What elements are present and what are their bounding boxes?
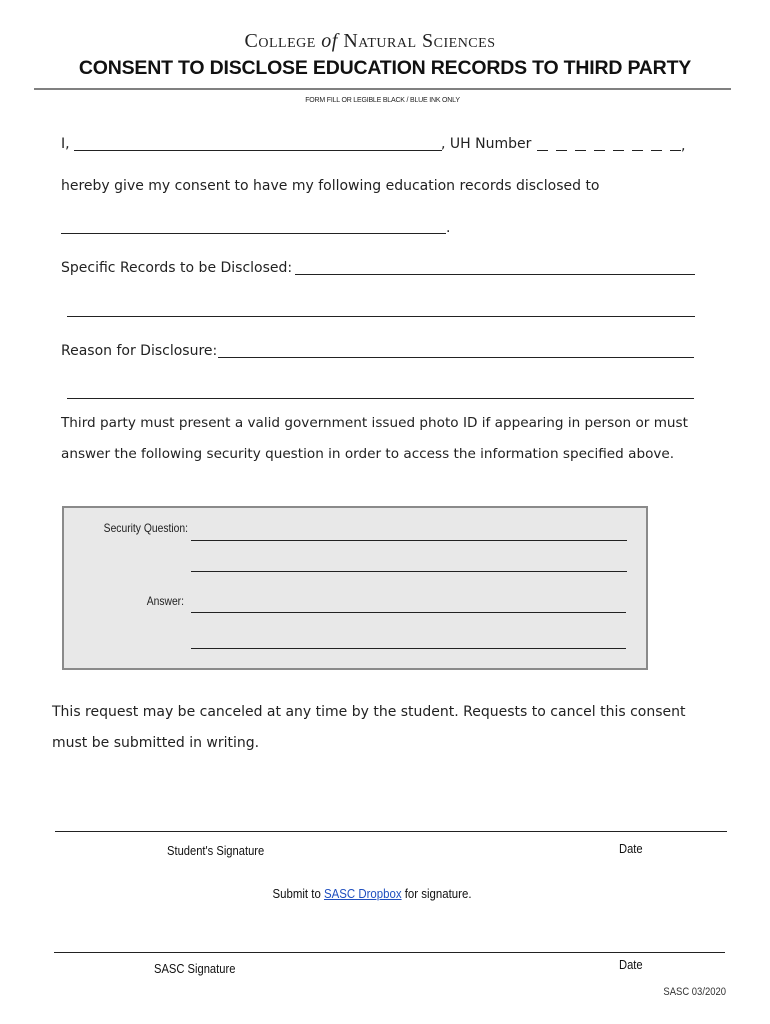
sasc-signature-label: SASC Signature (154, 961, 236, 976)
consent-statement: hereby give my consent to have my following education records disclosed to (61, 178, 600, 194)
college-name: College of Natural Sciences (244, 30, 496, 52)
student-name-field[interactable] (74, 150, 442, 151)
i-label: I, (61, 136, 70, 152)
uh-number-label: , UH Number (441, 136, 532, 152)
specific-records-label: Specific Records to be Disclosed: (61, 260, 293, 276)
security-question-field-2[interactable] (191, 571, 627, 572)
submit-instruction: Submit to SASC Dropbox for signature. (272, 886, 472, 901)
student-signature-field[interactable] (55, 831, 727, 832)
header-divider (34, 88, 731, 90)
specific-records-field-1[interactable] (295, 274, 695, 275)
form-code: SASC 03/2020 (663, 986, 726, 998)
answer-field-1[interactable] (191, 612, 626, 613)
uh-number-trailing-comma: , (681, 138, 686, 154)
cancel-notice-line-1: This request may be canceled at any time by the student. Requests to cancel this consent (52, 704, 686, 720)
form-title: CONSENT TO DISCLOSE EDUCATION RECORDS TO THIRD PARTY (78, 57, 692, 79)
id-requirement-line-2: answer the following security question in order to access the information specified above. (61, 446, 675, 462)
student-date-label: Date (619, 841, 643, 856)
answer-field-2[interactable] (191, 648, 626, 649)
sasc-signature-field[interactable] (54, 952, 725, 953)
reason-field-1[interactable] (218, 357, 694, 358)
recipient-field[interactable] (61, 233, 446, 234)
specific-records-field-2[interactable] (67, 316, 695, 317)
recipient-period: . (446, 220, 451, 236)
sasc-dropbox-link[interactable]: SASC Dropbox (323, 886, 402, 901)
security-question-label: Security Question: (103, 521, 188, 535)
reason-field-2[interactable] (67, 398, 694, 399)
reason-label: Reason for Disclosure: (61, 343, 218, 359)
cancel-notice-line-2: must be submitted in writing. (52, 735, 260, 751)
answer-label: Answer: (146, 594, 184, 608)
sasc-date-label: Date (619, 957, 643, 972)
id-requirement-line-1: Third party must present a valid government issued photo ID if appearing in person or must (61, 415, 688, 431)
security-question-field-1[interactable] (191, 540, 627, 541)
student-signature-label: Student's Signature (167, 843, 265, 858)
ink-instruction: FORM FILL OR LEGIBLE BLACK / BLUE INK ONLY (305, 97, 460, 104)
